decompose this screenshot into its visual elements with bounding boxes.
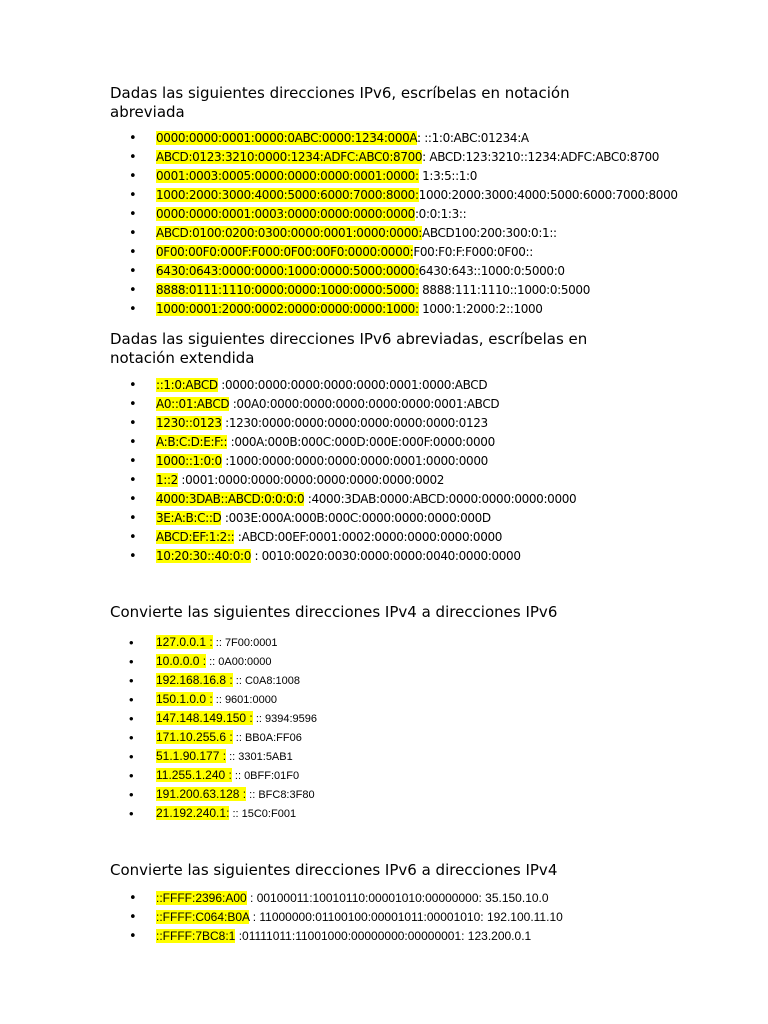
bullet: • [129,549,137,564]
highlighted-question: 1::2 [156,473,178,487]
highlighted-question: ABCD:0123:3210:0000:1234:ADFC:ABC0:8700 [156,150,423,164]
bullet: • [129,454,137,469]
list-item [0,528,768,547]
highlighted-question: 8888:0111:1110:0000:0000:1000:0000:5000: [156,283,419,297]
bullet: • [129,787,134,802]
answer: :0:0:1:3:: [414,207,467,221]
answer: :1230:0000:0000:0000:0000:0000:0000:0123 [221,416,488,430]
highlighted-question: 192.168.16.8 : [156,673,233,687]
bullet: • [129,283,137,298]
answer: :: 0A00:0000 [206,656,272,668]
bullet: • [129,511,137,526]
bullet: • [129,226,137,241]
highlighted-question: ::1:0:ABCD [156,378,218,392]
highlighted-question: 0F00:00F0:000F:F000:0F00:00F0:0000:0000: [156,245,414,259]
highlighted-question: 10.0.0.0 : [156,654,207,668]
list-item [0,490,768,509]
bullet: • [129,711,134,726]
list-item [0,129,768,148]
answer: 6430:643::1000:0:5000:0 [418,264,565,278]
bullet: • [129,768,134,783]
answer: : 00100011:10010110:00001010:00000000: 35.150.10.0 [246,891,549,905]
bullet: • [129,416,137,431]
answer: :00A0:0000:0000:0000:0000:0000:0001:ABCD [229,397,500,411]
highlighted-question: 1000::1:0:0 [156,454,222,468]
list-item [0,243,768,262]
list-item [0,205,768,224]
answer: 1000:2000:3000:4000:5000:6000:7000:8000 [418,188,678,202]
section-4-heading: Convierte las siguientes direcciones IPv6 a direcciones IPv4 [110,861,558,879]
bullet: • [129,188,137,203]
list-item [0,433,768,452]
highlighted-question: 1000:0001:2000:0002:0000:0000:0000:1000: [156,302,419,316]
list-item [0,927,768,946]
answer: :4000:3DAB:0000:ABCD:0000:0000:0000:0000 [304,492,577,506]
bullet: • [129,473,137,488]
bullet: • [129,378,137,393]
bullet: • [129,207,137,222]
list-item [0,167,768,186]
list-item [0,766,768,785]
answer: :0001:0000:0000:0000:0000:0000:0000:0002 [177,473,445,487]
bullet: • [129,264,137,279]
list-item [0,547,768,566]
bullet: • [129,749,134,764]
bullet: • [129,245,137,260]
list-item [0,395,768,414]
bullet: • [129,492,137,507]
list-item [0,376,768,395]
answer: 8888:111:1110::1000:0:5000 [418,283,590,297]
answer: :: 9601:0000 [212,694,277,706]
highlighted-question: 3E:A:B:C::D [156,511,222,525]
list-item [0,671,768,690]
bullet: • [129,692,134,707]
bullet: • [129,654,134,669]
highlighted-question: 11.255.1.240 : [156,768,232,782]
list-item [0,889,768,908]
bullet: • [129,397,137,412]
answer: :1000:0000:0000:0000:0000:0001:0000:0000 [221,454,488,468]
list-item [0,300,768,319]
list-item [0,652,768,671]
highlighted-question: 150.1.0.0 : [156,692,213,706]
highlighted-question: ABCD:EF:1:2:: [156,530,235,544]
list-item [0,452,768,471]
answer: :: 3301:5AB1 [226,751,293,763]
highlighted-question: 0000:0000:0001:0003:0000:0000:0000:0000 [156,207,415,221]
bullet: • [129,806,134,821]
highlighted-question: 1230::0123 [156,416,222,430]
answer: :000A:000B:000C:000D:000E:000F:0000:0000 [227,435,495,449]
highlighted-question: 6430:0643:0000:0000:1000:0000:5000:0000: [156,264,419,278]
highlighted-question: 1000:2000:3000:4000:5000:6000:7000:8000: [156,188,419,202]
list-item [0,690,768,709]
answer: ABCD100:200:300:0:1:: [421,226,557,240]
answer: F00:F0:F:F000:0F00:: [413,245,533,259]
list-item [0,281,768,300]
highlighted-question: 10:20:30::40:0:0 [156,549,252,563]
highlighted-question: ABCD:0100:0200:0300:0000:0001:0000:0000: [156,226,422,240]
answer: : 11000000:01100100:00001011:00001010: 192.100.11.10 [249,910,563,924]
bullet: • [129,131,137,146]
bullet: • [129,530,137,545]
list-item [0,509,768,528]
highlighted-question: ::FFFF:7BC8:1 [156,929,236,943]
answer: : 0010:0020:0030:0000:0000:0040:0000:0000 [251,549,521,563]
list-item [0,148,768,167]
answer: :0000:0000:0000:0000:0000:0001:0000:ABCD [217,378,488,392]
list-item [0,728,768,747]
bullet: • [129,150,137,165]
list-item [0,804,768,823]
bullet: • [129,435,137,450]
list-item [0,747,768,766]
section-4-list [0,889,768,946]
answer: :01111011:11001000:00000000:00000001: 123.200.0.1 [235,929,532,943]
highlighted-question: 21.192.240.1: [156,806,230,820]
highlighted-question: 4000:3DAB::ABCD:0:0:0:0 [156,492,305,506]
list-item [0,224,768,243]
answer: :: BFC8:3F80 [246,789,315,801]
highlighted-question: 191.200.63.128 : [156,787,247,801]
bullet: • [129,302,137,317]
list-item [0,785,768,804]
section-1-list [0,129,768,319]
highlighted-question: A0::01:ABCD [156,397,230,411]
highlighted-question: 51.1.90.177 : [156,749,227,763]
answer: :: 9394:9596 [252,713,317,725]
highlighted-question: A:B:C:D:E:F:: [156,435,228,449]
answer: :ABCD:00EF:0001:0002:0000:0000:0000:0000 [234,530,503,544]
answer: :: 0BFF:01F0 [231,770,300,782]
highlighted-question: 147.148.149.150 : [156,711,253,725]
answer: :003E:000A:000B:000C:0000:0000:0000:000D [221,511,491,525]
answer: 1:3:5::1:0 [418,169,478,183]
highlighted-question: 171.10.255.6 : [156,730,233,744]
section-1-heading: Dadas las siguientes direcciones IPv6, escríbelas en notación abreviada [110,84,570,121]
list-item [0,908,768,927]
bullet: • [129,929,137,944]
bullet: • [129,673,134,688]
list-item [0,633,768,652]
highlighted-question: 127.0.0.1 : [156,635,213,649]
bullet: • [129,730,134,745]
bullet: • [129,891,137,906]
bullet: • [129,169,137,184]
answer: : ::1:0:ABC:01234:A [417,131,529,145]
answer: :: C0A8:1008 [232,675,301,687]
answer: :: 7F00:0001 [212,637,278,649]
highlighted-question: 0000:0000:0001:0000:0ABC:0000:1234:000A [156,131,418,145]
list-item [0,186,768,205]
list-item [0,414,768,433]
section-2-list [0,376,768,566]
list-item [0,709,768,728]
list-item [0,471,768,490]
highlighted-question: ::FFFF:C064:B0A [156,910,250,924]
highlighted-question: ::FFFF:2396:A00 [156,891,247,905]
answer: 1000:1:2000:2::1000 [418,302,543,316]
highlighted-question: 0001:0003:0005:0000:0000:0000:0001:0000: [156,169,419,183]
section-3-list [0,633,768,823]
section-2-heading: Dadas las siguientes direcciones IPv6 abreviadas, escríbelas en notación extendida [110,330,588,367]
bullet: • [129,910,137,925]
answer: : ABCD:123:3210::1234:ADFC:ABC0:8700 [422,150,660,164]
section-3-heading: Convierte las siguientes direcciones IPv4 a direcciones IPv6 [110,603,558,621]
bullet: • [129,635,134,650]
answer: :: 15C0:F001 [229,808,297,820]
answer: :: BB0A:FF06 [232,732,302,744]
list-item [0,262,768,281]
